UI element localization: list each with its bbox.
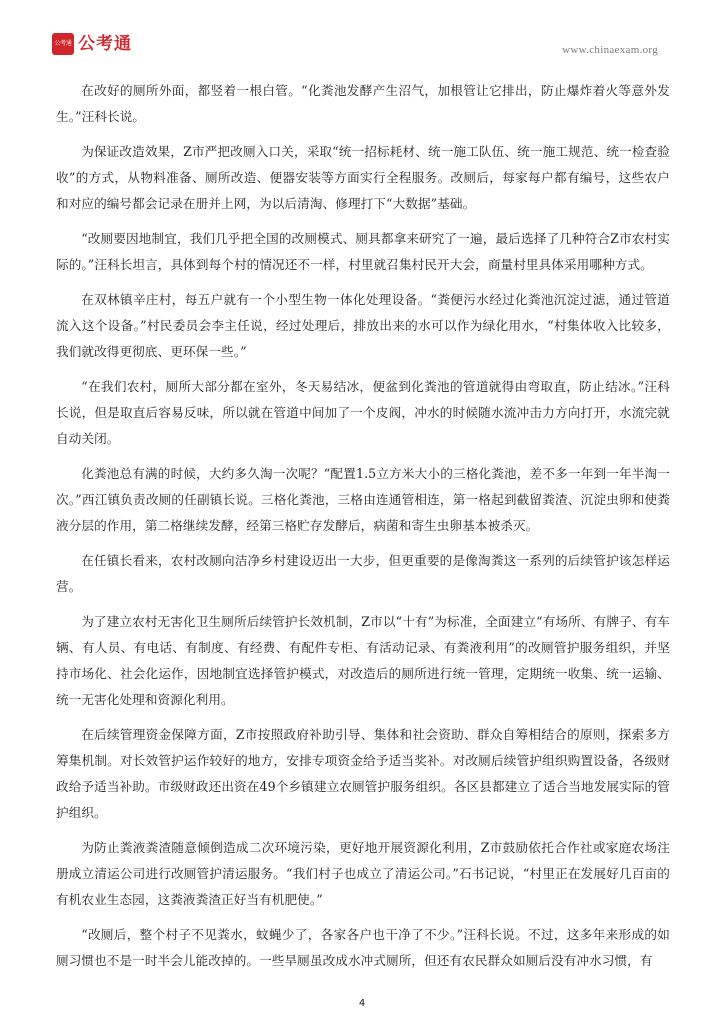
page-number: 4 [358, 998, 366, 1009]
paragraph-3: “改厕要因地制宜，我们几乎把全国的改厕模式、厕具都拿来研究了一遍，最后选择了几种符合Z市农村实际的。”汪科长坦言，具体到每个村的情况还不一样，村里就召集村民开大会，商量村里具体采用哪种方式。 [56, 231, 670, 272]
paragraph-8: 为了建立农村无害化卫生厕所后续管护长效机制，Z市以“十有”为标准，全面建立“有场所、有牌子、有车辆、有人员、有电话、有制度、有经费、有配件专柜、有活动记录、有粪液利用”的改厕管护服务组织，并坚持市场化、社会化运作，因地制宜选择管护模式，对改造后的厕所进行统一管理，定期统一收集、统一运输、统一无害化处理和资源化利用。 [56, 614, 670, 707]
paragraph-10: 为防止粪液粪渣随意倾倒造成二次环境污染，更好地开展资源化利用，Z市鼓励依托合作社或家庭农场注册成立清运公司进行改厕管护清运服务。“我们村子也成立了清运公司。”石书记说，“村里正在发展好几百亩的有机农业生态园，这粪液粪渣正好当有机肥使。” [56, 840, 670, 907]
logo-text: 公考通 [78, 34, 132, 54]
article-body [56, 78, 670, 983]
paragraph-4: 在双林镇辛庄村，每五户就有一个小型生物一体化处理设备。“粪便污水经过化粪池沉淀过滤，通过管道流入这个设备。”村民委员会李主任说，经过处理后，排放出来的水可以作为绿化用水，“村集体收入比较多，我们就改得更彻底、更环保一些。” [56, 292, 670, 359]
paragraph-2: 为保证改造效果，Z市严把改厕入口关，采取“统一招标耗材、统一施工队伍、统一施工规范、统一检查验收”的方式，从物料准备、厕所改造、便器安装等方面实行全程服务。改厕后，每家每户都有编号，这些农户和对应的编号都会记录在册并上网，为以后清淘、修理打下“大数据”基础。 [56, 144, 670, 211]
paragraph-5: “在我们农村，厕所大部分都在室外，冬天易结冰，便盆到化粪池的管道就得由弯取直，防止结冰。”汪科长说，但是取直后容易反味，所以就在管道中间加了一个皮阀，冲水的时候随水流冲击力方向打开，水流完就自动关闭。 [56, 379, 670, 446]
site-url-link[interactable]: www.chinaexam.org [562, 44, 658, 56]
paragraph-1: 在改好的厕所外面，都竖着一根白管。“化粪池发酵产生沼气，加根管让它排出，防止爆炸着火等意外发生。”汪科长说。 [56, 83, 670, 124]
logo-badge-icon: 公考通 [52, 33, 74, 55]
paragraph-9: 在后续管理资金保障方面，Z市按照政府补助引导、集体和社会资助、群众自筹相结合的原则，探索多方筹集机制。对长效管护运作较好的地方，安排专项资金给予适当奖补。对改厕后续管护组织购置设备，各级财政给予适当补助。市级财政还出资在49个乡镇建立农厕管护服务组织。各区县都建立了适合当地发展实际的管护组织。 [56, 727, 670, 820]
paragraph-11: “改厕后，整个村子不见粪水，蚊蝇少了，各家各户也干净了不少。”汪科长说。不过，这多年来形成的如厕习惯也不是一时半会儿能改掉的。一些旱厕虽改成水冲式厕所，但还有农民群众如厕后没有冲水习惯，有 [56, 927, 670, 968]
brand-logo[interactable] [52, 32, 132, 56]
paragraph-6: 化粪池总有满的时候，大约多久淘一次呢？“配置1.5立方米大小的三格化粪池，差不多一年到一年半淘一次。”西江镇负责改厕的任副镇长说。三格化粪池，三格由连通管相连，第一格起到截留粪渣、沉淀虫卵和使粪液分层的作用，第二格继续发酵，经第三格贮存发酵后，病菌和寄生虫卵基本被杀灭。 [56, 466, 670, 533]
page-header [0, 0, 724, 66]
paragraph-7: 在任镇长看来，农村改厕向洁净乡村建设迈出一大步，但更重要的是像淘粪这一系列的后续管护该怎样运营。 [56, 553, 670, 594]
